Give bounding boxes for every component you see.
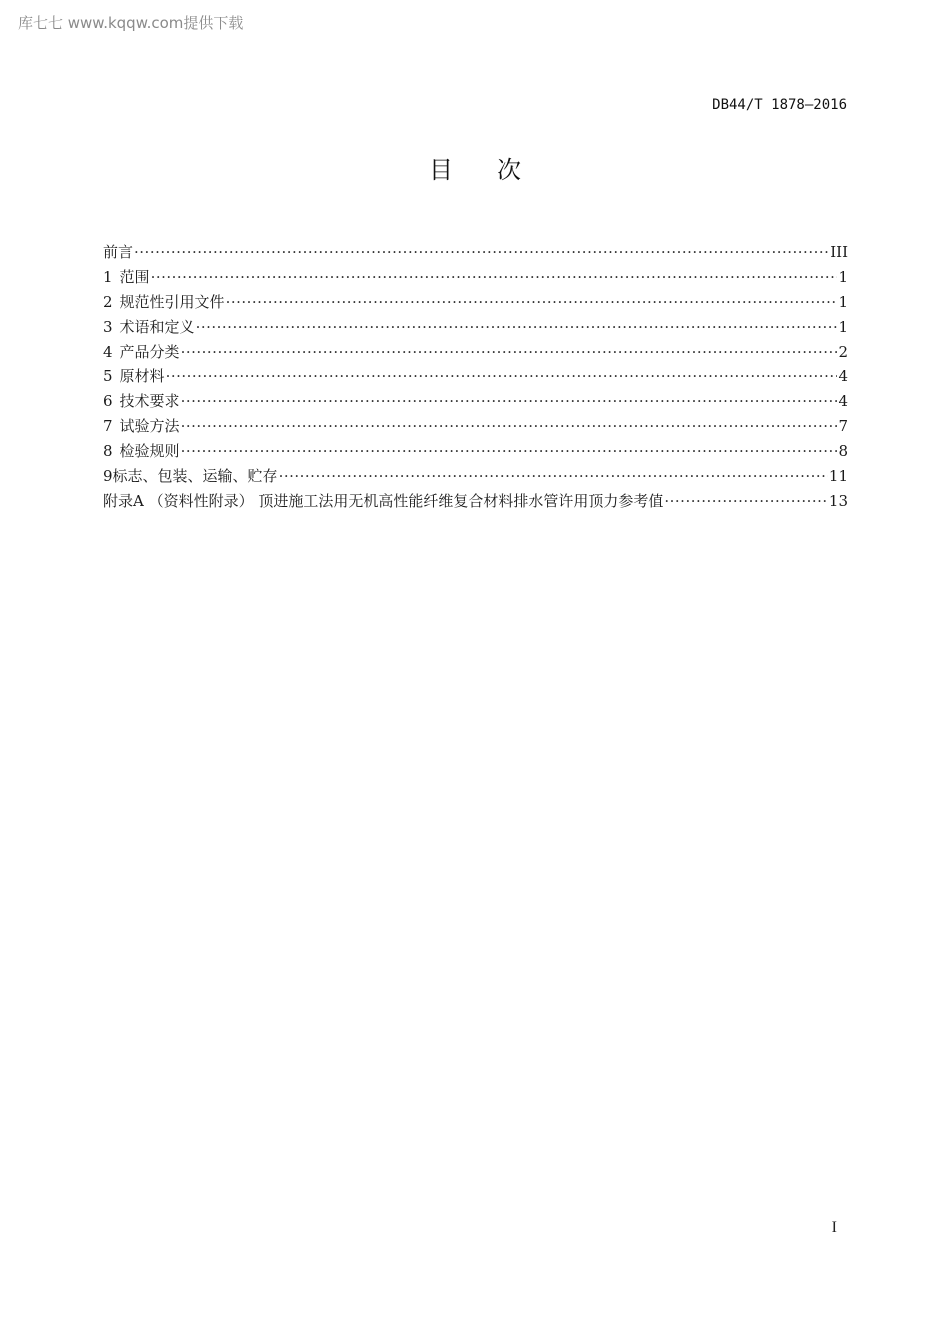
toc-entry-page: 1 [838, 267, 848, 286]
toc-dot-leader [226, 290, 838, 315]
toc-dot-leader [151, 265, 838, 290]
toc-entry-label [103, 265, 150, 290]
toc-entry-label [103, 340, 180, 365]
toc-entry-terms-definitions[interactable] [103, 315, 848, 340]
document-code: DB44/T 1878—2016 [712, 97, 847, 113]
toc-dot-leader [279, 464, 828, 489]
toc-entry-title: 规范性引用文件 [119, 292, 225, 311]
toc-entry-title: 产品分类 [119, 342, 180, 361]
toc-entry-page: III [830, 243, 848, 261]
watermark-text: 库七七 www.kqqw.com提供下载 [18, 14, 244, 32]
toc-entry-label [103, 389, 180, 414]
toc-entry-title: 标志、包装、运输、贮存 [112, 467, 278, 486]
toc-dot-leader [181, 439, 838, 464]
toc-entry-product-classification[interactable] [103, 340, 848, 365]
toc-entry-inspection-rules[interactable] [103, 439, 848, 464]
toc-entry-title: 原材料 [119, 367, 165, 386]
toc-entry-label [103, 414, 180, 439]
toc-dot-leader [664, 489, 828, 514]
toc-entry-page: 11 [828, 467, 848, 486]
toc-entry-number: 5 [103, 367, 113, 386]
toc-entry-number: 9 [103, 467, 113, 486]
toc-entry-label [103, 290, 225, 315]
toc-dot-leader [196, 315, 838, 340]
toc-entry-number: 2 [103, 292, 113, 311]
toc-entry-number: 7 [103, 417, 113, 436]
toc-dot-leader [181, 414, 838, 439]
toc-entry-technical-requirements[interactable] [103, 389, 848, 414]
toc-entry-page: 8 [838, 442, 848, 461]
toc-entry-page: 4 [838, 367, 848, 386]
toc-entry-title: 技术要求 [119, 392, 180, 411]
toc-entry-marking-packaging[interactable] [103, 464, 848, 489]
toc-entry-number: 4 [103, 342, 113, 361]
toc-entry-label: 附录A （资料性附录） 顶进施工法用无机高性能纤维复合材料排水管许用顶力参考值 [103, 491, 664, 510]
toc-entry-page: 2 [838, 342, 848, 361]
toc-dot-leader [166, 364, 838, 389]
toc-entry-label [103, 464, 278, 489]
page-title: 目次 [429, 156, 565, 184]
toc-entry-foreword[interactable] [103, 240, 848, 265]
toc-entry-title: 试验方法 [119, 417, 180, 436]
toc-entry-normative-references[interactable] [103, 290, 848, 315]
toc-entry-title: 范围 [119, 267, 150, 286]
page-number: I [831, 1219, 837, 1236]
toc-entry-number: 6 [103, 392, 113, 411]
toc-dot-leader [181, 389, 838, 414]
toc-entry-label: 前言 [103, 243, 134, 261]
toc-dot-leader [181, 340, 838, 365]
table-of-contents [103, 240, 848, 514]
toc-entry-appendix-a[interactable] [103, 489, 848, 514]
toc-dot-leader [134, 240, 829, 265]
toc-entry-page: 1 [838, 292, 848, 311]
toc-entry-title: 术语和定义 [119, 317, 195, 336]
toc-entry-label [103, 315, 195, 340]
toc-entry-number: 8 [103, 442, 113, 461]
toc-entry-test-methods[interactable] [103, 414, 848, 439]
toc-entry-page: 13 [828, 491, 848, 510]
toc-entry-raw-materials[interactable] [103, 364, 848, 389]
toc-entry-label [103, 364, 165, 389]
toc-entry-page: 1 [838, 317, 848, 336]
toc-entry-label [103, 439, 180, 464]
toc-entry-title: 检验规则 [119, 442, 180, 461]
toc-entry-page: 4 [838, 392, 848, 411]
toc-entry-number: 3 [103, 317, 113, 336]
toc-entry-scope[interactable] [103, 265, 848, 290]
toc-entry-page: 7 [838, 417, 848, 436]
toc-entry-number: 1 [103, 267, 113, 286]
